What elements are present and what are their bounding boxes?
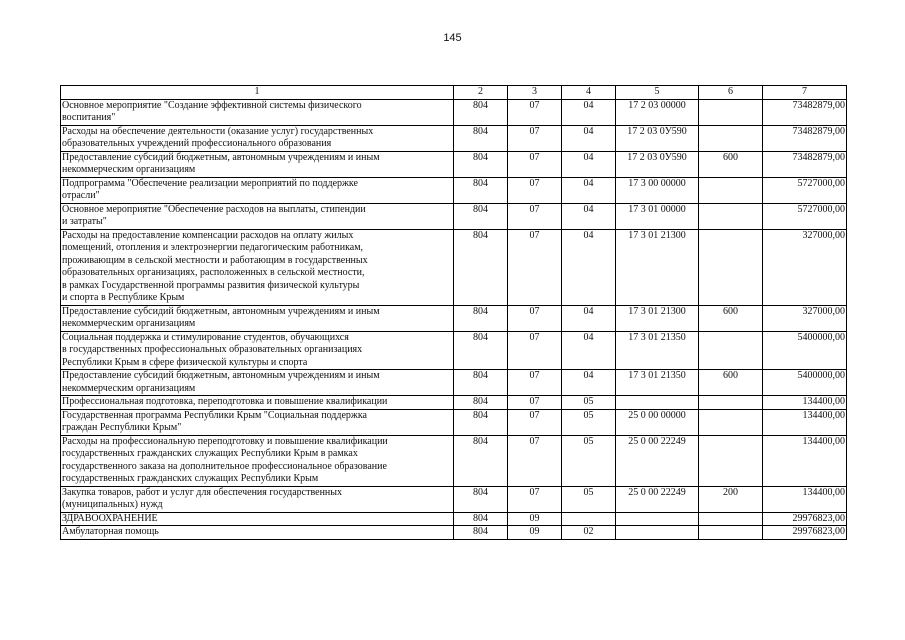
column-header: 1: [61, 86, 454, 100]
row-name: Основное мероприятие "Обеспечение расходов на выплаты, стипендии и затраты": [61, 203, 454, 229]
row-target-article-code: 17 3 01 21350: [616, 331, 699, 370]
row-amount: 134400,00: [763, 409, 847, 435]
row-glav-code: 804: [454, 229, 508, 305]
row-section-code: 09: [508, 512, 562, 526]
page-number: 145: [443, 32, 462, 44]
row-target-article-code: [616, 396, 699, 410]
row-expense-type-code: [699, 99, 763, 125]
row-section-code: 07: [508, 99, 562, 125]
table-row: [61, 151, 847, 177]
column-header: 4: [562, 86, 616, 100]
row-expense-type-code: [699, 331, 763, 370]
row-section-code: 07: [508, 331, 562, 370]
row-name: Профессиональная подготовка, переподготовка и повышение квалификации: [61, 396, 454, 410]
row-glav-code: 804: [454, 512, 508, 526]
row-target-article-code: 25 0 00 22249: [616, 435, 699, 486]
row-amount: 134400,00: [763, 435, 847, 486]
row-glav-code: 804: [454, 435, 508, 486]
row-target-article-code: [616, 512, 699, 526]
row-section-code: 07: [508, 151, 562, 177]
table-row: [61, 203, 847, 229]
row-subsection-code: 05: [562, 396, 616, 410]
row-section-code: 07: [508, 396, 562, 410]
row-subsection-code: 05: [562, 486, 616, 512]
row-expense-type-code: [699, 229, 763, 305]
row-glav-code: 804: [454, 203, 508, 229]
row-glav-code: 804: [454, 396, 508, 410]
row-expense-type-code: 200: [699, 486, 763, 512]
row-name: ЗДРАВООХРАНЕНИЕ: [61, 512, 454, 526]
column-header: 6: [699, 86, 763, 100]
row-subsection-code: 04: [562, 203, 616, 229]
row-name: Расходы на обеспечение деятельности (оказание услуг) государственных образовательных учреждений профессионального образования: [61, 125, 454, 151]
row-name: Государственная программа Республики Крым "Социальная поддержка граждан Республики Крым": [61, 409, 454, 435]
row-section-code: 07: [508, 229, 562, 305]
row-amount: 73482879,00: [763, 99, 847, 125]
row-subsection-code: 04: [562, 229, 616, 305]
row-subsection-code: 04: [562, 331, 616, 370]
row-expense-type-code: [699, 409, 763, 435]
row-expense-type-code: 600: [699, 151, 763, 177]
row-name: Закупка товаров, работ и услуг для обеспечения государственных (муниципальных) нужд: [61, 486, 454, 512]
column-header: 2: [454, 86, 508, 100]
row-amount: 327000,00: [763, 305, 847, 331]
row-name: Подпрограмма "Обеспечение реализации мероприятий по поддержке отрасли": [61, 177, 454, 203]
table-row: [61, 125, 847, 151]
row-amount: 134400,00: [763, 486, 847, 512]
row-expense-type-code: [699, 125, 763, 151]
column-header: 7: [763, 86, 847, 100]
row-section-code: 07: [508, 305, 562, 331]
row-target-article-code: 17 3 01 21300: [616, 305, 699, 331]
row-subsection-code: 04: [562, 305, 616, 331]
table-row: [61, 370, 847, 396]
row-target-article-code: 17 3 01 21300: [616, 229, 699, 305]
row-subsection-code: 04: [562, 151, 616, 177]
table-row: [61, 177, 847, 203]
row-subsection-code: [562, 512, 616, 526]
row-expense-type-code: [699, 203, 763, 229]
row-target-article-code: 17 2 03 00000: [616, 99, 699, 125]
table-row: [61, 486, 847, 512]
row-amount: 5400000,00: [763, 331, 847, 370]
budget-table: [60, 85, 847, 540]
row-subsection-code: 04: [562, 99, 616, 125]
column-header: 3: [508, 86, 562, 100]
row-subsection-code: 02: [562, 526, 616, 540]
table-row: [61, 305, 847, 331]
row-name: Расходы на профессиональную переподготовку и повышение квалификации государственных гражданских служащих Республики Крым в рамках государственного заказа на дополнительное профессиональное образование государственных гражданских служащих Республики Крым: [61, 435, 454, 486]
row-subsection-code: 05: [562, 435, 616, 486]
row-subsection-code: 04: [562, 177, 616, 203]
row-section-code: 07: [508, 435, 562, 486]
row-subsection-code: 04: [562, 370, 616, 396]
row-target-article-code: 17 3 01 00000: [616, 203, 699, 229]
row-section-code: 07: [508, 177, 562, 203]
row-name: Основное мероприятие "Создание эффективной системы физического воспитания": [61, 99, 454, 125]
row-target-article-code: 25 0 00 00000: [616, 409, 699, 435]
row-section-code: 07: [508, 370, 562, 396]
row-target-article-code: 17 2 03 0У590: [616, 151, 699, 177]
row-name: Предоставление субсидий бюджетным, автономным учреждениям и иным некоммерческим организациям: [61, 305, 454, 331]
row-glav-code: 804: [454, 370, 508, 396]
row-expense-type-code: 600: [699, 305, 763, 331]
table-row: [61, 435, 847, 486]
row-name: Амбулаторная помощь: [61, 526, 454, 540]
row-glav-code: 804: [454, 151, 508, 177]
row-expense-type-code: [699, 526, 763, 540]
table-row: [61, 99, 847, 125]
row-amount: 73482879,00: [763, 151, 847, 177]
table-row: [61, 229, 847, 305]
row-subsection-code: 05: [562, 409, 616, 435]
row-expense-type-code: [699, 435, 763, 486]
row-name: Социальная поддержка и стимулирование студентов, обучающихся в государственных профессиональных образовательных организациях Республики Крым в сфере физической культуры и спорта: [61, 331, 454, 370]
table-row: [61, 512, 847, 526]
row-name: Предоставление субсидий бюджетным, автономным учреждениям и иным некоммерческим организациям: [61, 370, 454, 396]
row-section-code: 09: [508, 526, 562, 540]
table-row: [61, 526, 847, 540]
row-glav-code: 804: [454, 331, 508, 370]
row-target-article-code: 17 2 03 0У590: [616, 125, 699, 151]
table-header-row: [61, 86, 847, 100]
row-amount: 5727000,00: [763, 177, 847, 203]
row-expense-type-code: [699, 512, 763, 526]
row-expense-type-code: 600: [699, 370, 763, 396]
row-section-code: 07: [508, 409, 562, 435]
row-name: Предоставление субсидий бюджетным, автономным учреждениям и иным некоммерческим организациям: [61, 151, 454, 177]
row-amount: 29976823,00: [763, 512, 847, 526]
row-glav-code: 804: [454, 99, 508, 125]
row-target-article-code: [616, 526, 699, 540]
row-glav-code: 804: [454, 526, 508, 540]
table-row: [61, 331, 847, 370]
row-section-code: 07: [508, 125, 562, 151]
row-expense-type-code: [699, 396, 763, 410]
row-target-article-code: 17 3 01 21350: [616, 370, 699, 396]
row-amount: 5727000,00: [763, 203, 847, 229]
row-glav-code: 804: [454, 305, 508, 331]
table-row: [61, 409, 847, 435]
row-glav-code: 804: [454, 125, 508, 151]
row-amount: 73482879,00: [763, 125, 847, 151]
row-amount: 134400,00: [763, 396, 847, 410]
row-section-code: 07: [508, 203, 562, 229]
row-glav-code: 804: [454, 177, 508, 203]
row-subsection-code: 04: [562, 125, 616, 151]
row-section-code: 07: [508, 486, 562, 512]
row-amount: 327000,00: [763, 229, 847, 305]
row-amount: 5400000,00: [763, 370, 847, 396]
row-glav-code: 804: [454, 409, 508, 435]
row-target-article-code: 25 0 00 22249: [616, 486, 699, 512]
column-header: 5: [616, 86, 699, 100]
row-glav-code: 804: [454, 486, 508, 512]
row-expense-type-code: [699, 177, 763, 203]
row-target-article-code: 17 3 00 00000: [616, 177, 699, 203]
row-name: Расходы на предоставление компенсации расходов на оплату жилых помещений, отопления и электроэнергии педагогическим работникам, проживающим в сельской местности и работающим в государственных образовательных организациях, расположенных в сельской местности, в рамках Государственной программы развития физической культуры и спорта в Республике Крым: [61, 229, 454, 305]
table-row: [61, 396, 847, 410]
row-amount: 29976823,00: [763, 526, 847, 540]
